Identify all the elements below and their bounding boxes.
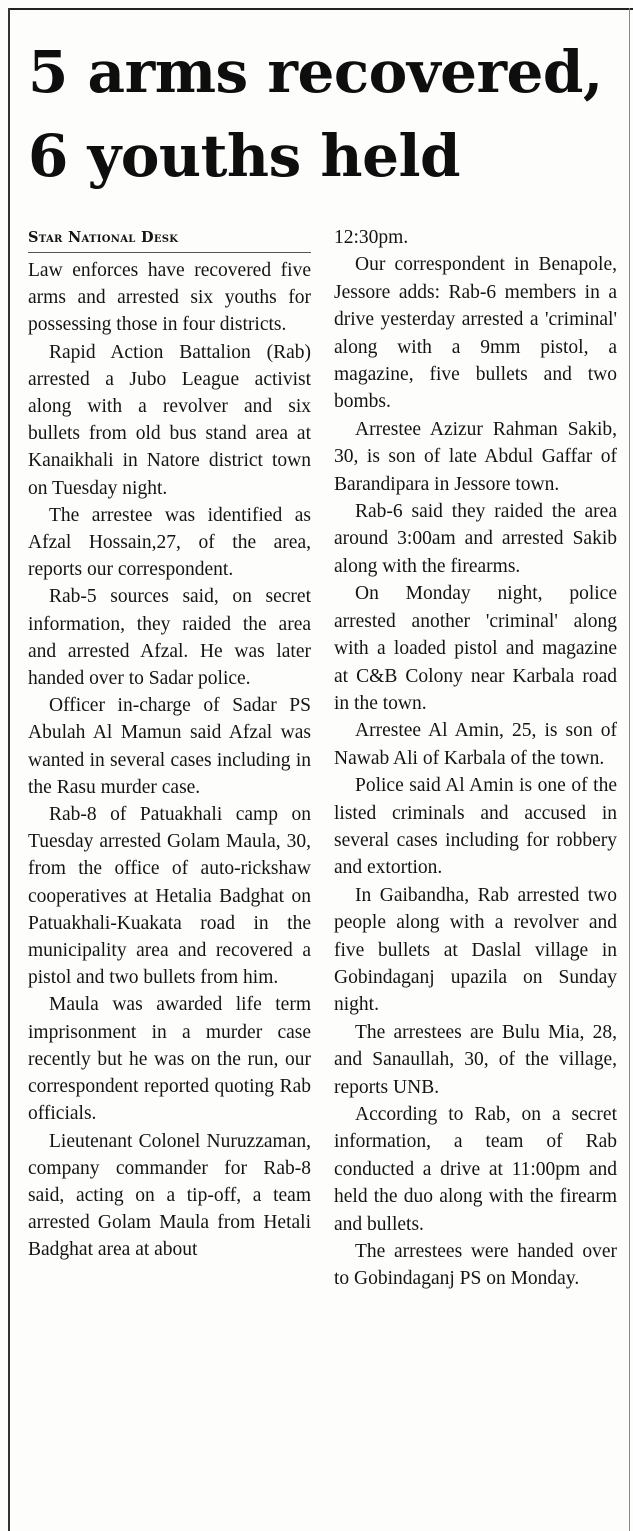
paragraph: The arrestees are Bulu Mia, 28, and Sanaullah, 30, of the village, reports UNB.	[334, 1021, 617, 1098]
paragraph: Rab-6 said they raided the area around 3:00am and arrested Sakib along with the firearms.	[334, 501, 617, 577]
paragraph: Police said Al Amin is one of the listed criminals and accused in several cases including for robbery and extortion.	[334, 775, 617, 879]
paragraph: Officer in-charge of Sadar PS Abulah Al Mamun said Afzal was wanted in several cases including in the Rasu murder case.	[28, 695, 311, 798]
paragraph: The arrestee was identified as Afzal Hossain,27, of the area, reports our correspondent.	[28, 504, 311, 581]
left-column	[28, 226, 311, 1264]
paragraph: Lieutenant Colonel Nuruzzaman, company commander for Rab-8 said, acting on a tip-off, a team arrested Golam Maula from Hetali Badghat area at about	[28, 1130, 311, 1261]
paragraph: Arrestee Al Amin, 25, is son of Nawab Ali of Karbala of the town.	[334, 720, 617, 769]
paragraph: Law enforces have recovered five arms and arrested six youths for possessing those in four districts.	[28, 260, 311, 336]
byline	[28, 226, 311, 253]
paragraph: According to Rab, on a secret information, a team of Rab conducted a drive at 11:00pm and held the duo along with the firearm and bullets.	[334, 1104, 617, 1235]
paragraph: 12:30pm.	[334, 227, 409, 248]
left-column-rule	[8, 8, 10, 1531]
right-edge-rule	[629, 8, 630, 1531]
paragraph: Rapid Action Battalion (Rab) arrested a Jubo League activist along with a revolver and six bullets from old bus stand area at Kanaikhali in Natore district town on Tuesday night.	[28, 341, 311, 499]
paragraph: Rab-8 of Patuakhali camp on Tuesday arrested Golam Maula, 30, from the office of auto-rickshaw cooperatives at Hetalia Badghat on Patuakhali-Kuakata road in the municipality area and recovered a pistol and two bullets from him.	[28, 804, 311, 989]
paragraph: In Gaibandha, Rab arrested two people along with a revolver and five bullets at Daslal village in Gobindaganj upazila on Sunday night.	[334, 884, 617, 1016]
paragraph: On Monday night, police arrested another 'criminal' along with a loaded pistol and magazine at C&B Colony near Karbala road in the town.	[334, 583, 617, 714]
paragraph: Maula was awarded life term imprisonment in a murder case recently but he was on the run, our correspondent reported quoting Rab officials.	[28, 994, 311, 1125]
paragraph: Arrestee Azizur Rahman Sakib, 30, is son of late Abdul Gaffar of Barandipara in Jessore town.	[334, 418, 617, 495]
headline-line-2: 6 youths held	[28, 122, 461, 190]
right-column	[334, 224, 617, 1293]
byline-text: Star National Desk	[28, 229, 179, 246]
paragraph: Our correspondent in Benapole, Jessore adds: Rab-6 members in a drive yesterday arrested a 'criminal' along with a 9mm pistol, a magazine, five bullets and two bombs.	[334, 254, 617, 413]
paragraph: The arrestees were handed over to Gobindaganj PS on Monday.	[334, 1241, 617, 1290]
headline	[28, 30, 628, 198]
headline-line-1: 5 arms recovered,	[28, 38, 603, 106]
top-rule	[8, 8, 633, 10]
paragraph: Rab-5 sources said, on secret information, they raided the area and arrested Afzal. He was later handed over to Sadar police.	[28, 586, 311, 690]
